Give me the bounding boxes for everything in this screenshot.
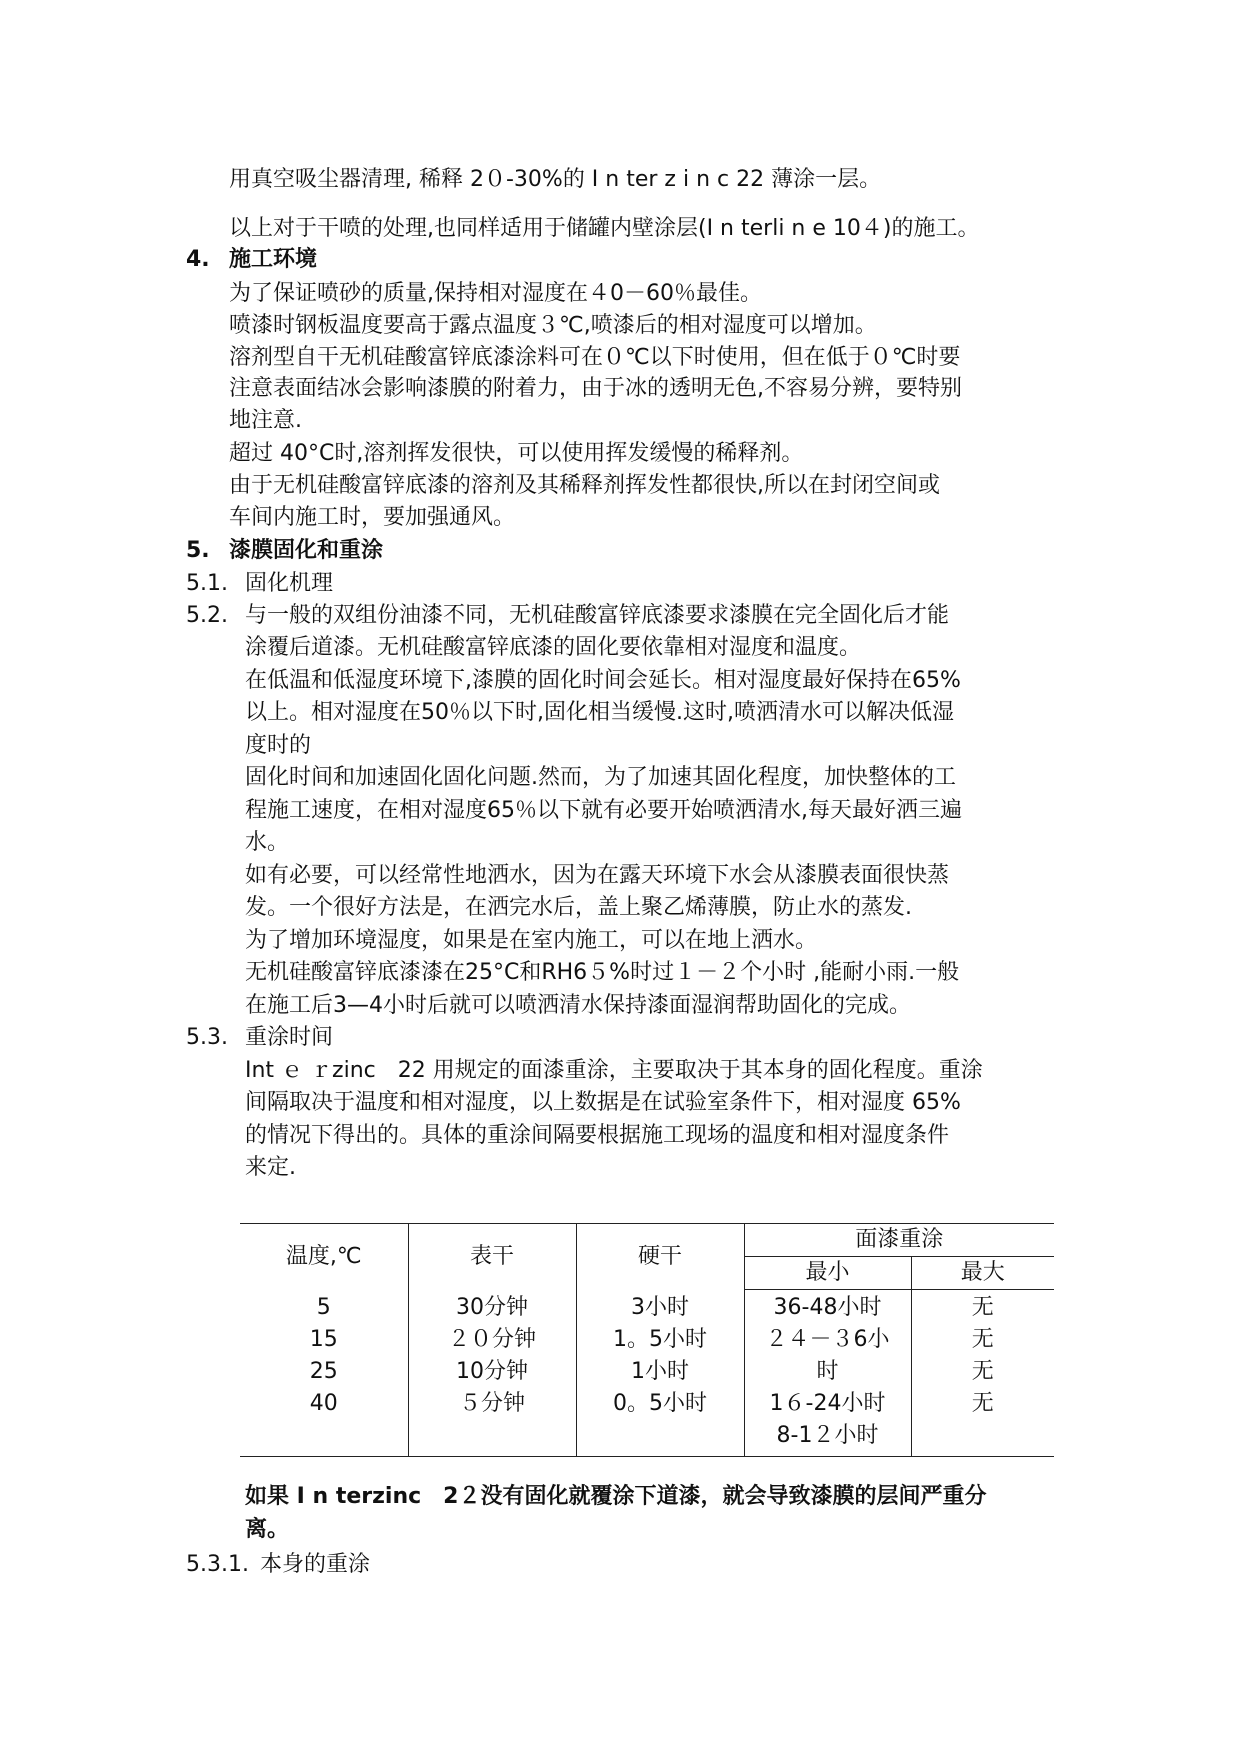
table-cell: 时 — [816, 1359, 839, 1384]
section-5-2-line: 固化时间和加速固化固化问题.然而，为了加速其固化程度，加快整体的工 — [245, 765, 956, 790]
section-5-2-line: 在施工后3—4小时后就可以喷洒清水保持漆面湿润帮助固化的完成。 — [245, 993, 911, 1018]
recoat-max-column — [911, 1290, 1054, 1457]
section-5-3-line: 来定. — [245, 1155, 296, 1180]
table-cell: 1６-24小时 — [769, 1391, 886, 1416]
section-4-line: 车间内施工时，要加强通风。 — [229, 505, 516, 530]
section-4-line: 由于无机硅酸富锌底漆的溶剂及其稀释剂挥发性都很快,所以在封闭空间或 — [229, 473, 940, 498]
section-5-2-line: 无机硅酸富锌底漆漆在25°C和RH6５%时过１－２个小时 ,能耐小雨.一般 — [245, 960, 960, 985]
table-cell: 1。5小时 — [613, 1326, 707, 1352]
section-5-3-line: Int ｅ ｒzinc 22 用规定的面漆重涂，主要取决于其本身的固化程度。重涂 — [245, 1058, 983, 1083]
section-5-2-line: 发。一个很好方法是，在洒完水后，盖上聚乙烯薄膜，防止水的蒸发. — [245, 895, 912, 920]
prep-line-2: 以上对于干喷的处理,也同样适用于储罐内壁涂层(I n terli n e 10４)的施工。 — [229, 216, 980, 241]
hard-dry-column — [576, 1290, 744, 1457]
section-4-line: 溶剂型自干无机硅酸富锌底漆涂料可在０℃以下时使用，但在低于０℃时要 — [229, 345, 961, 370]
table-cell: 1小时 — [631, 1358, 689, 1384]
section-5-1-title: 固化机理 — [245, 571, 334, 596]
table-cell: 无 — [971, 1295, 994, 1320]
section-4-line: 超过 40°C时,溶剂挥发很快，可以使用挥发缓慢的稀释剂。 — [229, 441, 804, 466]
prep-line-1: 用真空吸尘器清理, 稀释 2０-30%的 I n ter z i n c 22 薄涂一层。 — [229, 167, 882, 192]
header-recoat: 面漆重涂 — [744, 1224, 1054, 1257]
header-temperature: 温度,℃ — [240, 1224, 408, 1290]
table-cell: 无 — [971, 1359, 994, 1384]
warning-line-1: 如果 I n terzinc 2２没有固化就覆涂下道漆，就会导致漆膜的层间严重分 — [245, 1484, 987, 1509]
table-cell: 无 — [971, 1327, 994, 1352]
temperature-column — [240, 1290, 408, 1457]
table-cell: 30分钟 — [456, 1294, 528, 1320]
table-cell: 36-48小时 — [773, 1295, 882, 1320]
table-cell: 无 — [971, 1391, 994, 1416]
recoat-min-column — [744, 1290, 911, 1457]
section-5-3-1-number: 5.3.1. — [186, 1552, 249, 1577]
section-5-2-line: 为了增加环境湿度，如果是在室内施工，可以在地上洒水。 — [245, 928, 818, 953]
table-row — [240, 1290, 1054, 1457]
section-5-2-line: 如有必要，可以经常性地洒水，因为在露天环境下水会从漆膜表面很快蒸 — [245, 863, 950, 888]
section-5-2-line: 在低温和低湿度环境下,漆膜的固化时间会延长。相对湿度最好保持在65% — [245, 668, 961, 693]
section-5-3-number: 5.3. — [186, 1025, 228, 1050]
section-5-2-line: 度时的 — [245, 733, 312, 758]
table-cell: 40 — [309, 1390, 338, 1416]
header-min: 最小 — [744, 1257, 911, 1290]
section-5-2-line: 水。 — [245, 830, 290, 855]
header-hard-dry: 硬干 — [576, 1224, 744, 1290]
section-5-title: 漆膜固化和重涂 — [229, 538, 384, 563]
surface-dry-column — [408, 1290, 576, 1457]
table-cell: ５分钟 — [458, 1390, 525, 1416]
section-5-3-title: 重涂时间 — [245, 1025, 334, 1050]
section-5-1-number: 5.1. — [186, 571, 228, 596]
section-5-3-line: 的情况下得出的。具体的重涂间隔要根据施工现场的温度和相对湿度条件 — [245, 1123, 950, 1148]
table-cell: 25 — [309, 1358, 338, 1384]
section-5-2-line: 程施工速度，在相对湿度65％以下就有必要开始喷洒清水,每天最好洒三遍 — [245, 798, 962, 823]
curing-time-table — [240, 1223, 1054, 1457]
section-4-title: 施工环境 — [229, 247, 318, 272]
table-cell: 10分钟 — [456, 1358, 528, 1384]
table-cell: ２０分钟 — [447, 1326, 536, 1352]
header-surface-dry: 表干 — [408, 1224, 576, 1290]
section-5-3-1-title: 本身的重涂 — [260, 1552, 371, 1577]
section-5-2-line: 以上。相对湿度在50％以下时,固化相当缓慢.这时,喷洒清水可以解决低湿 — [245, 700, 954, 725]
section-5-3-line: 间隔取决于温度和相对湿度，以上数据是在试验室条件下，相对湿度 65% — [245, 1090, 961, 1115]
section-4-line: 注意表面结冰会影响漆膜的附着力，由于冰的透明无色,不容易分辨，要特别 — [229, 376, 962, 401]
section-5-2-number: 5.2. — [186, 603, 228, 628]
section-4-number: 4. — [186, 247, 210, 272]
table-cell: 8-1２小时 — [776, 1423, 879, 1448]
table-cell: 3小时 — [631, 1294, 689, 1320]
table-cell: 0。5小时 — [613, 1390, 707, 1416]
table-cell: ２４－３6小 — [765, 1327, 890, 1352]
warning-line-2: 离。 — [245, 1517, 290, 1542]
section-5-number: 5. — [186, 538, 210, 563]
section-5-2-line: 与一般的双组份油漆不同，无机硅酸富锌底漆要求漆膜在完全固化后才能 — [245, 603, 950, 628]
table-cell: 15 — [309, 1326, 338, 1352]
header-max: 最大 — [911, 1257, 1054, 1290]
section-4-line: 地注意. — [229, 408, 302, 433]
table-cell: 5 — [316, 1294, 331, 1320]
section-4-line: 为了保证喷砂的质量,保持相对湿度在４0－60％最佳。 — [229, 281, 762, 306]
section-4-line: 喷漆时钢板温度要高于露点温度３℃,喷漆后的相对湿度可以增加。 — [229, 313, 877, 338]
section-5-2-line: 涂覆后道漆。无机硅酸富锌底漆的固化要依靠相对湿度和温度。 — [245, 635, 862, 660]
